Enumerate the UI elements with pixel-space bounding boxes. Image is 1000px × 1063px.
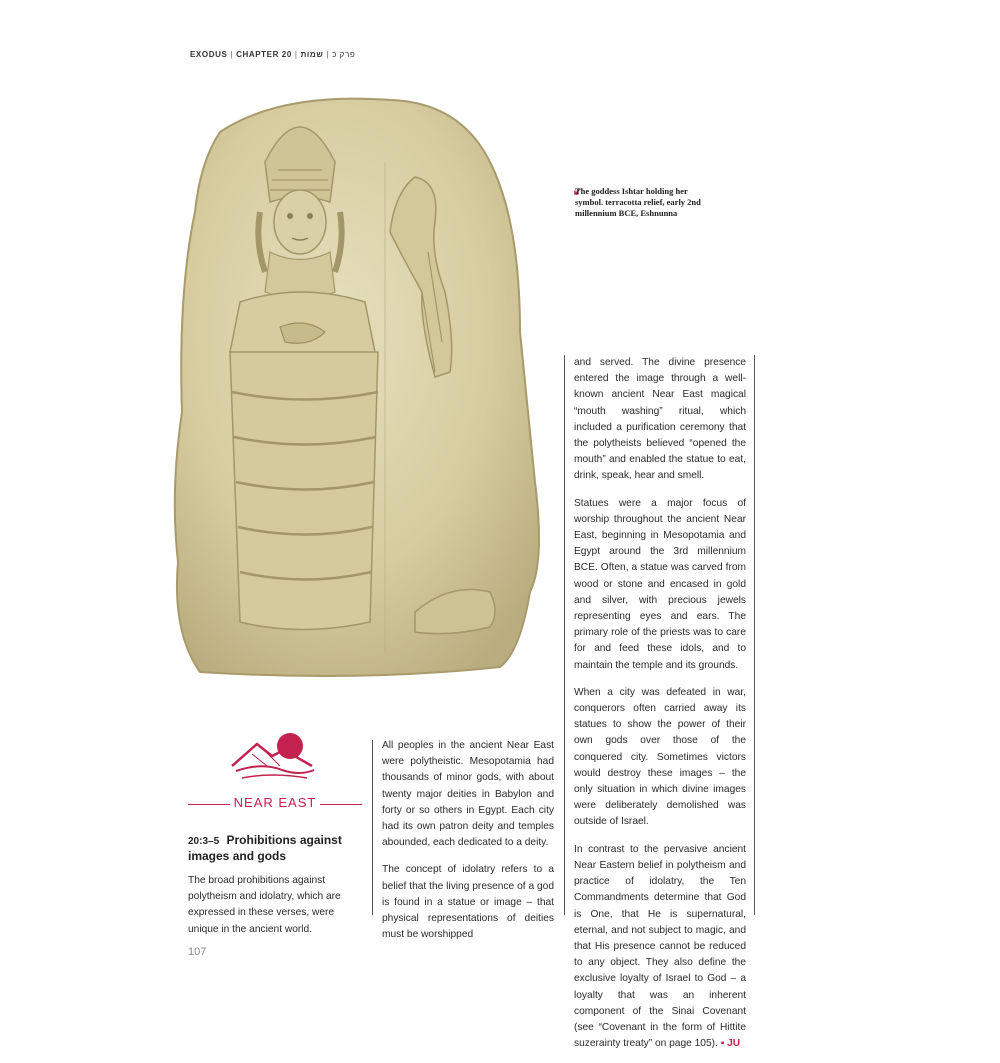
ishtar-relief-image — [160, 92, 550, 692]
near-east-badge-icon — [222, 726, 322, 786]
middle-paragraph-1: All peoples in the ancient Near East were polytheistic. Mesopotamia had thousands of minor gods, with about twenty major deities in Babylon and forty or so others in Egypt. Each city had its own patron deity and temples abounded, each dedicated to a deity. — [382, 740, 554, 849]
middle-paragraph-2: The concept of idolatry refers to a belief that the living presence of a god is found in a statue or image – that physical representations of deities must be worshipped — [382, 864, 554, 941]
badge-line-left — [188, 804, 230, 805]
right-paragraph-4-text: In contrast to the pervasive ancient Near Eastern belief in polytheism and practice of idolatry, the Ten Commandments determine that God is One, that He is supernatural, eternal, and not subject to magic, and that His presence cannot be reduced to any object. They also define the exclusive loyalty of Israel to God – a loyalty that was an inherent component of the Sinai Covenant (see “Covenant in the form of Hittite suzerainty treaty” on page 105). — [574, 843, 746, 1050]
badge-line-right — [320, 804, 362, 805]
section-badge-label: NEAR EAST — [233, 795, 317, 810]
middle-column — [382, 738, 554, 954]
section-heading — [188, 833, 368, 864]
right-paragraph-3: When a city was defeated in war, conquerors often carried away its statues to show the power of their own gods over those of the conquered city. Sometimes victors would destroy these images – the only situation in which divine images were deliberately demolished was outside of Israel. — [574, 686, 746, 828]
header-chapter: CHAPTER 20 — [236, 50, 292, 59]
right-paragraph-1: and served. The divine presence entered the image through a well-known ancient Near East magical “mouth washing” ritual, which included a purification ceremony that the polytheists believed “opened the mouth” and enabled the statue to eat, drink, speak, hear and smell. — [574, 357, 746, 482]
verse-reference: 20:3–5 — [188, 836, 220, 847]
page-number: 107 — [188, 946, 207, 958]
column-rule-middle — [564, 355, 565, 915]
right-column — [574, 355, 746, 1063]
section-badge-row — [188, 795, 362, 815]
header-hebrew-book: שמות — [300, 50, 324, 59]
header-hebrew-chapter: פרק כ — [332, 50, 356, 59]
header-book: EXODUS — [190, 50, 228, 59]
section-title: Prohibitions against images and gods — [188, 833, 342, 863]
right-paragraph-4 — [574, 842, 746, 1053]
column-rule-left — [372, 740, 373, 915]
image-caption: The goddess Ishtar holding her symbol. terracotta relief, early 2nd millennium BCE, Eshnunna — [575, 186, 701, 218]
column-rule-right — [754, 355, 755, 915]
right-paragraph-2: Statues were a major focus of worship throughout the ancient Near East, beginning in Mesopotamia and Egypt around the 3rd millennium BCE. Often, a statue was carved from wood or stone and encased in gold and silver, with precious jewels representing eyes and ears. The primary role of the priests was to care for and feed these idols, and to maintain the temple and its grounds. — [574, 497, 746, 671]
running-header: EXODUS | CHAPTER 20 | פרק כ|שמות — [190, 50, 356, 59]
author-signature: ▪ JU — [720, 1038, 741, 1050]
section-intro: The broad prohibitions against polytheism and idolatry, which are expressed in these verses, were unique in the ancient world. — [188, 875, 341, 935]
